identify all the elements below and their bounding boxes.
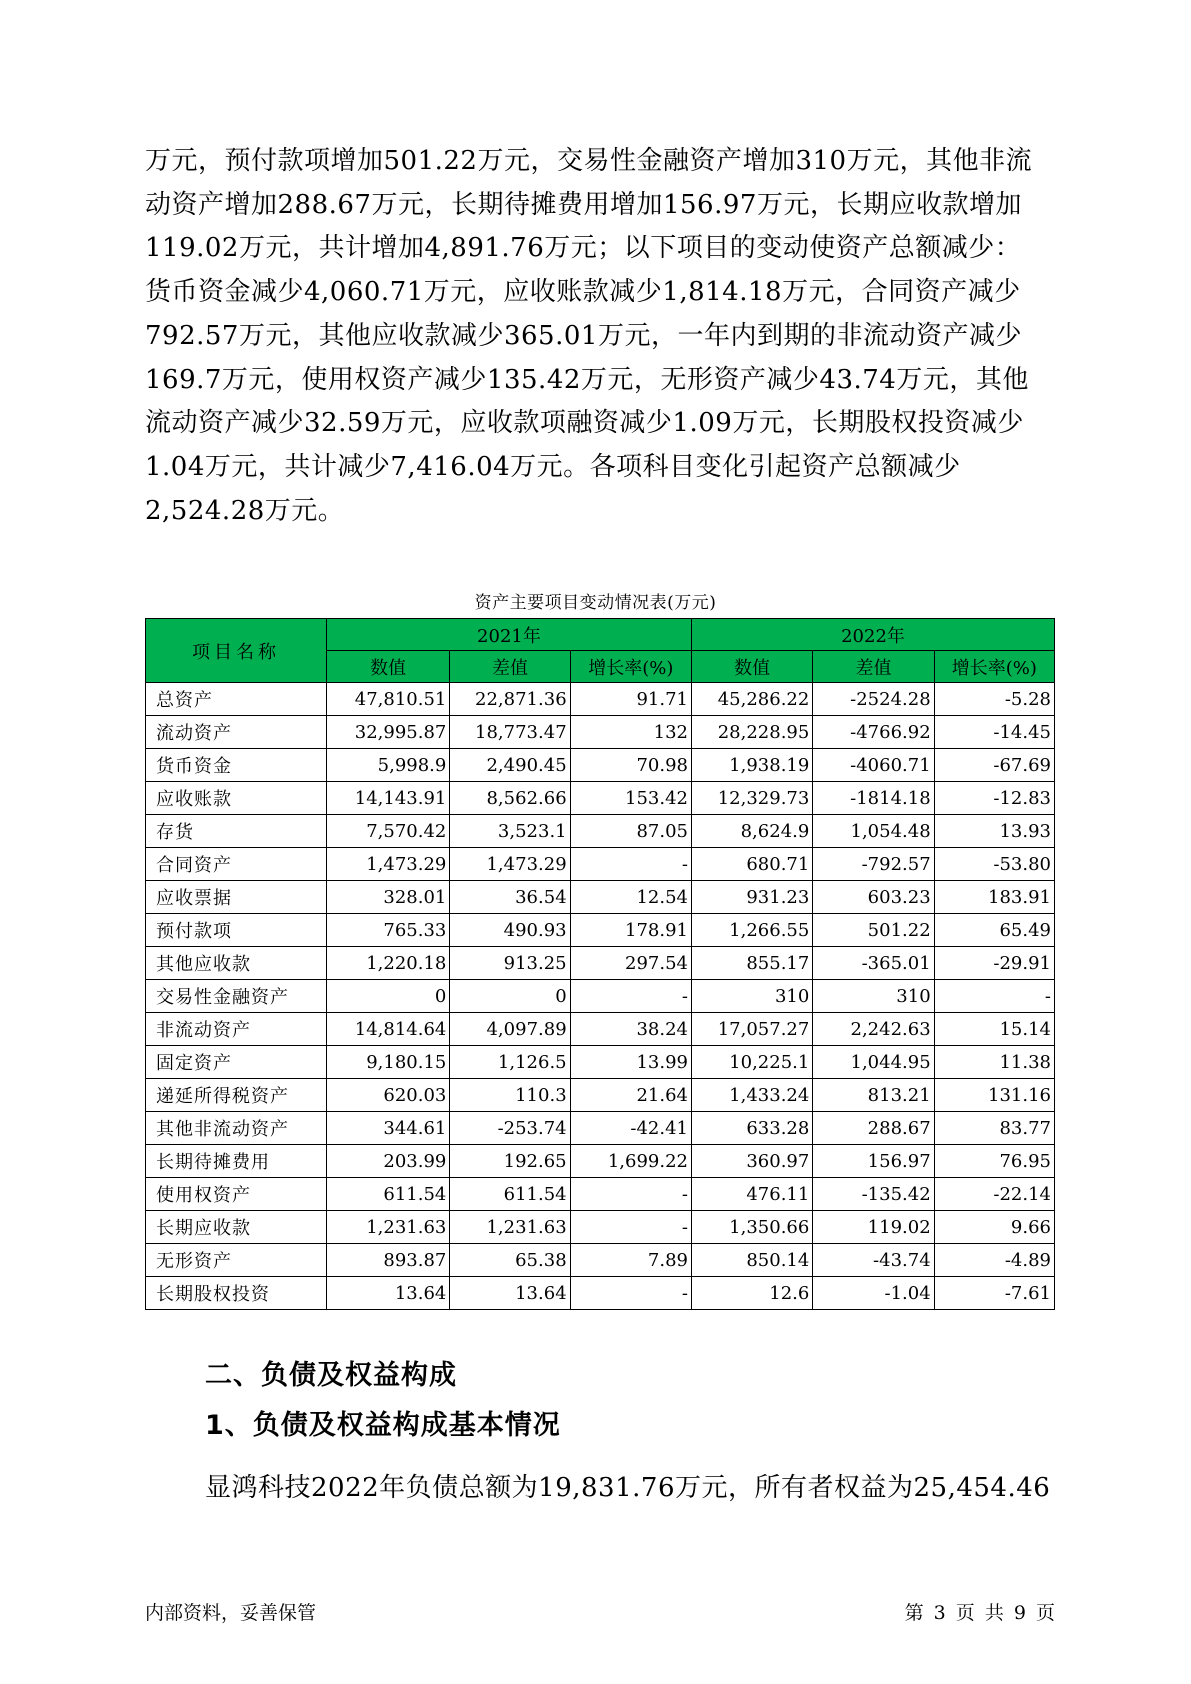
table-row: [146, 683, 1055, 716]
table-row: [146, 1046, 1055, 1079]
row-item-name: 应收票据: [146, 881, 327, 914]
table-cell: 153.42: [570, 782, 691, 815]
table-cell: 65.49: [934, 914, 1054, 947]
table-caption: 资产主要项目变动情况表(万元): [474, 593, 717, 613]
table-cell: -1.04: [813, 1277, 934, 1310]
table-row: [146, 716, 1055, 749]
table-cell: 9.66: [934, 1211, 1054, 1244]
subheader-growth-2021: 增长率(%): [570, 651, 691, 683]
table-cell: 183.91: [934, 881, 1054, 914]
table-cell: -5.28: [934, 683, 1054, 716]
table-cell: 603.23: [813, 881, 934, 914]
paragraph-line: 1.04万元，共计减少7,416.04万元。各项科目变化引起资产总额减少: [145, 451, 961, 482]
paragraph-line: 动资产增加288.67万元，长期待摊费用增加156.97万元，长期应收款增加: [145, 189, 1022, 220]
table-cell: 328.01: [326, 881, 449, 914]
table-cell: 192.65: [450, 1145, 570, 1178]
table-cell: 13.99: [570, 1046, 691, 1079]
table-cell: 611.54: [450, 1178, 570, 1211]
table-row: [146, 848, 1055, 881]
table-cell: 156.97: [813, 1145, 934, 1178]
row-item-name: 长期股权投资: [146, 1277, 327, 1310]
row-item-name: 预付款项: [146, 914, 327, 947]
table-cell: 1,220.18: [326, 947, 449, 980]
footer-page-number: 第 3 页 共 9 页: [904, 1602, 1055, 1624]
table-cell: 7,570.42: [326, 815, 449, 848]
table-row: [146, 1112, 1055, 1145]
table-cell: 14,143.91: [326, 782, 449, 815]
row-item-name: 合同资产: [146, 848, 327, 881]
table-cell: 91.71: [570, 683, 691, 716]
table-cell: 1,938.19: [692, 749, 813, 782]
table-cell: -2524.28: [813, 683, 934, 716]
table-cell: -29.91: [934, 947, 1054, 980]
table-cell: 8,624.9: [692, 815, 813, 848]
table-cell: 1,231.63: [450, 1211, 570, 1244]
row-item-name: 流动资产: [146, 716, 327, 749]
table-cell: 36.54: [450, 881, 570, 914]
table-cell: -67.69: [934, 749, 1054, 782]
table-cell: 83.77: [934, 1112, 1054, 1145]
table-cell: 476.11: [692, 1178, 813, 1211]
section-heading: 二、负债及权益构成: [205, 1360, 457, 1391]
table-cell: 4,097.89: [450, 1013, 570, 1046]
paragraph-line: 流动资产减少32.59万元，应收款项融资减少1.09万元，长期股权投资减少: [145, 408, 1024, 439]
table-row: [146, 881, 1055, 914]
row-item-name: 递延所得税资产: [146, 1079, 327, 1112]
header-item-name: 项目名称: [146, 619, 327, 683]
table-cell: 7.89: [570, 1244, 691, 1277]
table-cell: 110.3: [450, 1079, 570, 1112]
table-row: [146, 980, 1055, 1013]
table-cell: 310: [813, 980, 934, 1013]
table-row: [146, 815, 1055, 848]
table-row: [146, 782, 1055, 815]
table-cell: 1,126.5: [450, 1046, 570, 1079]
table-row: [146, 1244, 1055, 1277]
table-cell: 87.05: [570, 815, 691, 848]
table-cell: 131.16: [934, 1079, 1054, 1112]
table-cell: 32,995.87: [326, 716, 449, 749]
row-item-name: 非流动资产: [146, 1013, 327, 1046]
row-item-name: 其他应收款: [146, 947, 327, 980]
table-row: [146, 1079, 1055, 1112]
table-row: [146, 1211, 1055, 1244]
table-cell: 0: [326, 980, 449, 1013]
table-cell: 10,225.1: [692, 1046, 813, 1079]
table-cell: 1,473.29: [450, 848, 570, 881]
table-cell: -43.74: [813, 1244, 934, 1277]
table-cell: 633.28: [692, 1112, 813, 1145]
row-item-name: 交易性金融资产: [146, 980, 327, 1013]
table-cell: 1,350.66: [692, 1211, 813, 1244]
table-cell: 11.38: [934, 1046, 1054, 1079]
header-year-2021: 2021年: [326, 619, 691, 651]
table-row: [146, 1178, 1055, 1211]
table-cell: 893.87: [326, 1244, 449, 1277]
table-cell: -135.42: [813, 1178, 934, 1211]
table-cell: 203.99: [326, 1145, 449, 1178]
table-cell: -4.89: [934, 1244, 1054, 1277]
paragraph-line: 货币资金减少4,060.71万元，应收账款减少1,814.18万元，合同资产减少: [145, 277, 1021, 308]
table-cell: -22.14: [934, 1178, 1054, 1211]
subheader-diff-2022: 差值: [813, 651, 934, 683]
table-cell: 8,562.66: [450, 782, 570, 815]
paragraph-line: 169.7万元，使用权资产减少135.42万元，无形资产减少43.74万元，其他: [145, 364, 1029, 395]
table-cell: 13.64: [326, 1277, 449, 1310]
table-cell: -253.74: [450, 1112, 570, 1145]
row-item-name: 固定资产: [146, 1046, 327, 1079]
table-cell: -7.61: [934, 1277, 1054, 1310]
table-cell: 680.71: [692, 848, 813, 881]
row-item-name: 应收账款: [146, 782, 327, 815]
header-year-2022: 2022年: [692, 619, 1055, 651]
table-cell: -792.57: [813, 848, 934, 881]
table-cell: -4060.71: [813, 749, 934, 782]
table-cell: -: [934, 980, 1054, 1013]
table-cell: 12.6: [692, 1277, 813, 1310]
table-cell: 855.17: [692, 947, 813, 980]
table-cell: 178.91: [570, 914, 691, 947]
table-cell: -42.41: [570, 1112, 691, 1145]
table-cell: 28,228.95: [692, 716, 813, 749]
row-item-name: 总资产: [146, 683, 327, 716]
asset-change-table: [145, 618, 1055, 1310]
table-cell: 1,473.29: [326, 848, 449, 881]
subheader-value-2021: 数值: [326, 651, 449, 683]
table-cell: 65.38: [450, 1244, 570, 1277]
table-cell: -12.83: [934, 782, 1054, 815]
table-cell: 490.93: [450, 914, 570, 947]
table-cell: 1,054.48: [813, 815, 934, 848]
subheader-value-2022: 数值: [692, 651, 813, 683]
subheader-diff-2021: 差值: [450, 651, 570, 683]
table-cell: 22,871.36: [450, 683, 570, 716]
table-cell: 1,266.55: [692, 914, 813, 947]
table-cell: -: [570, 848, 691, 881]
body-paragraph: [145, 140, 1045, 533]
table-row: [146, 1145, 1055, 1178]
paragraph-line: 119.02万元，共计增加4,891.76万元；以下项目的变动使资产总额减少：: [145, 233, 1022, 264]
table-cell: -14.45: [934, 716, 1054, 749]
table-cell: 13.64: [450, 1277, 570, 1310]
table-cell: 1,231.63: [326, 1211, 449, 1244]
table-cell: 297.54: [570, 947, 691, 980]
table-cell: 119.02: [813, 1211, 934, 1244]
table-cell: 13.93: [934, 815, 1054, 848]
table-row: [146, 749, 1055, 782]
table-cell: 9,180.15: [326, 1046, 449, 1079]
table-cell: 2,490.45: [450, 749, 570, 782]
table-cell: -53.80: [934, 848, 1054, 881]
row-item-name: 长期待摊费用: [146, 1145, 327, 1178]
table-row: [146, 947, 1055, 980]
table-cell: -1814.18: [813, 782, 934, 815]
table-cell: 344.61: [326, 1112, 449, 1145]
table-cell: 132: [570, 716, 691, 749]
table-cell: 3,523.1: [450, 815, 570, 848]
table-cell: 47,810.51: [326, 683, 449, 716]
table-cell: 501.22: [813, 914, 934, 947]
table-cell: 18,773.47: [450, 716, 570, 749]
table-cell: 0: [450, 980, 570, 1013]
table-row: [146, 914, 1055, 947]
table-cell: -: [570, 1277, 691, 1310]
table-cell: 38.24: [570, 1013, 691, 1046]
table-cell: -: [570, 1211, 691, 1244]
table-cell: -: [570, 980, 691, 1013]
row-item-name: 长期应收款: [146, 1211, 327, 1244]
table-cell: 850.14: [692, 1244, 813, 1277]
table-cell: 310: [692, 980, 813, 1013]
table-cell: 2,242.63: [813, 1013, 934, 1046]
table-cell: 76.95: [934, 1145, 1054, 1178]
row-item-name: 使用权资产: [146, 1178, 327, 1211]
table-cell: 70.98: [570, 749, 691, 782]
table-cell: 1,699.22: [570, 1145, 691, 1178]
table-cell: 14,814.64: [326, 1013, 449, 1046]
table-cell: 360.97: [692, 1145, 813, 1178]
table-cell: 12,329.73: [692, 782, 813, 815]
table-cell: 15.14: [934, 1013, 1054, 1046]
table-cell: -365.01: [813, 947, 934, 980]
table-cell: 1,433.24: [692, 1079, 813, 1112]
table-cell: -4766.92: [813, 716, 934, 749]
row-item-name: 货币资金: [146, 749, 327, 782]
table-cell: 288.67: [813, 1112, 934, 1145]
row-item-name: 其他非流动资产: [146, 1112, 327, 1145]
paragraph-line: 2,524.28万元。: [145, 495, 345, 526]
subheader-growth-2022: 增长率(%): [934, 651, 1054, 683]
table-cell: 5,998.9: [326, 749, 449, 782]
table-cell: 45,286.22: [692, 683, 813, 716]
table-cell: 913.25: [450, 947, 570, 980]
table-cell: 21.64: [570, 1079, 691, 1112]
table-row: [146, 1013, 1055, 1046]
table-cell: 611.54: [326, 1178, 449, 1211]
table-cell: 931.23: [692, 881, 813, 914]
body-paragraph-2: 显鸿科技2022年负债总额为19,831.76万元，所有者权益为25,454.46: [205, 1473, 1051, 1503]
row-item-name: 无形资产: [146, 1244, 327, 1277]
table-cell: 813.21: [813, 1079, 934, 1112]
table-cell: -: [570, 1178, 691, 1211]
row-item-name: 存货: [146, 815, 327, 848]
table-row: [146, 1277, 1055, 1310]
table-cell: 1,044.95: [813, 1046, 934, 1079]
paragraph-line: 792.57万元，其他应收款减少365.01万元，一年内到期的非流动资产减少: [145, 320, 1022, 351]
footer-confidential-note: 内部资料，妥善保管: [145, 1602, 317, 1624]
table-cell: 765.33: [326, 914, 449, 947]
subsection-heading: 1、负债及权益构成基本情况: [205, 1410, 561, 1441]
table-cell: 12.54: [570, 881, 691, 914]
table-cell: 620.03: [326, 1079, 449, 1112]
paragraph-line: 万元，预付款项增加501.22万元，交易性金融资产增加310万元，其他非流: [145, 146, 1033, 176]
table-cell: 17,057.27: [692, 1013, 813, 1046]
